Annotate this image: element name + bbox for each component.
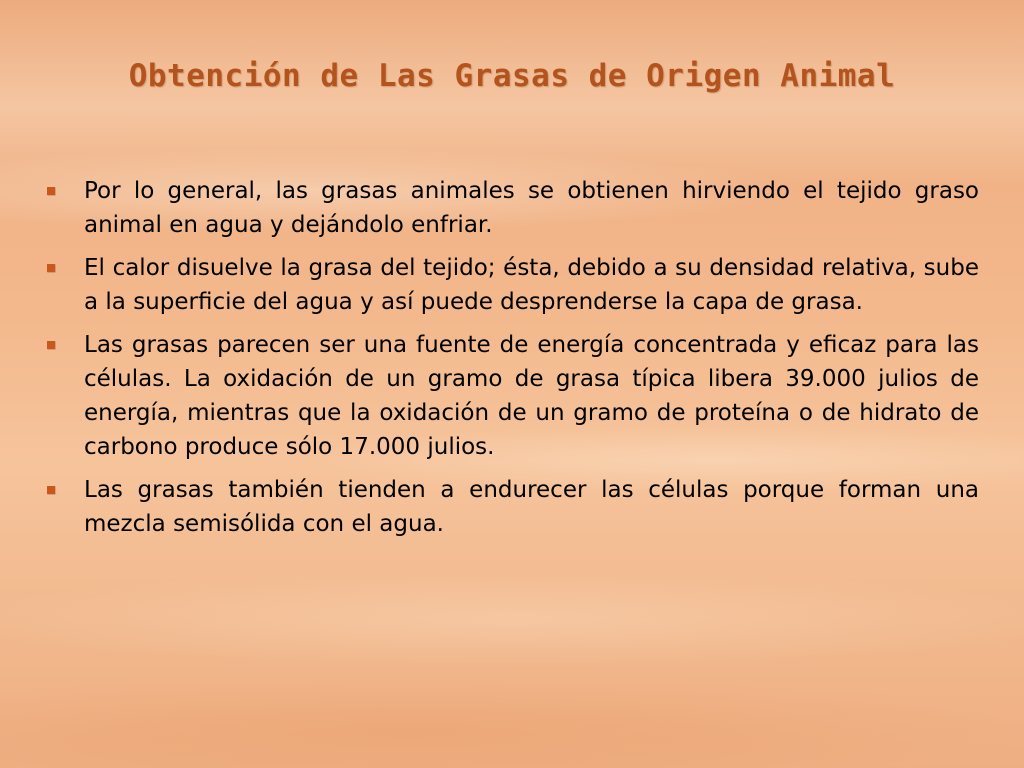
- bullet-text: El calor disuelve la grasa del tejido; ésta, debido a su densidad relativa, sube a la superficie del agua y así puede desprenderse la capa de grasa.: [84, 255, 979, 315]
- square-bullet-icon: [47, 187, 55, 195]
- slide-title: Obtención de Las Grasas de Origen Animal: [128, 58, 896, 94]
- square-bullet-icon: [47, 341, 55, 349]
- bullet-text: Por lo general, las grasas animales se obtienen hirviendo el tejido graso animal en agua y dejándolo enfriar.: [84, 178, 979, 238]
- bullet-text: Las grasas parecen ser una fuente de energía concentrada y eficaz para las células. La oxidación de un gramo de grasa típica libera 39.000 julios de energía, mientras que la oxidación de un gramo de proteína o de hidrato de carbono produce sólo 17.000 julios.: [84, 332, 979, 460]
- bullet-text: Las grasas también tienden a endurecer las células porque forman una mezcla semisólida con el agua.: [84, 477, 979, 537]
- bullet-item: [44, 174, 979, 242]
- square-bullet-icon: [47, 264, 55, 272]
- bullet-item: [44, 328, 979, 464]
- bullet-list: [44, 174, 979, 550]
- square-bullet-icon: [47, 486, 55, 494]
- bullet-item: [44, 473, 979, 541]
- bullet-item: [44, 251, 979, 319]
